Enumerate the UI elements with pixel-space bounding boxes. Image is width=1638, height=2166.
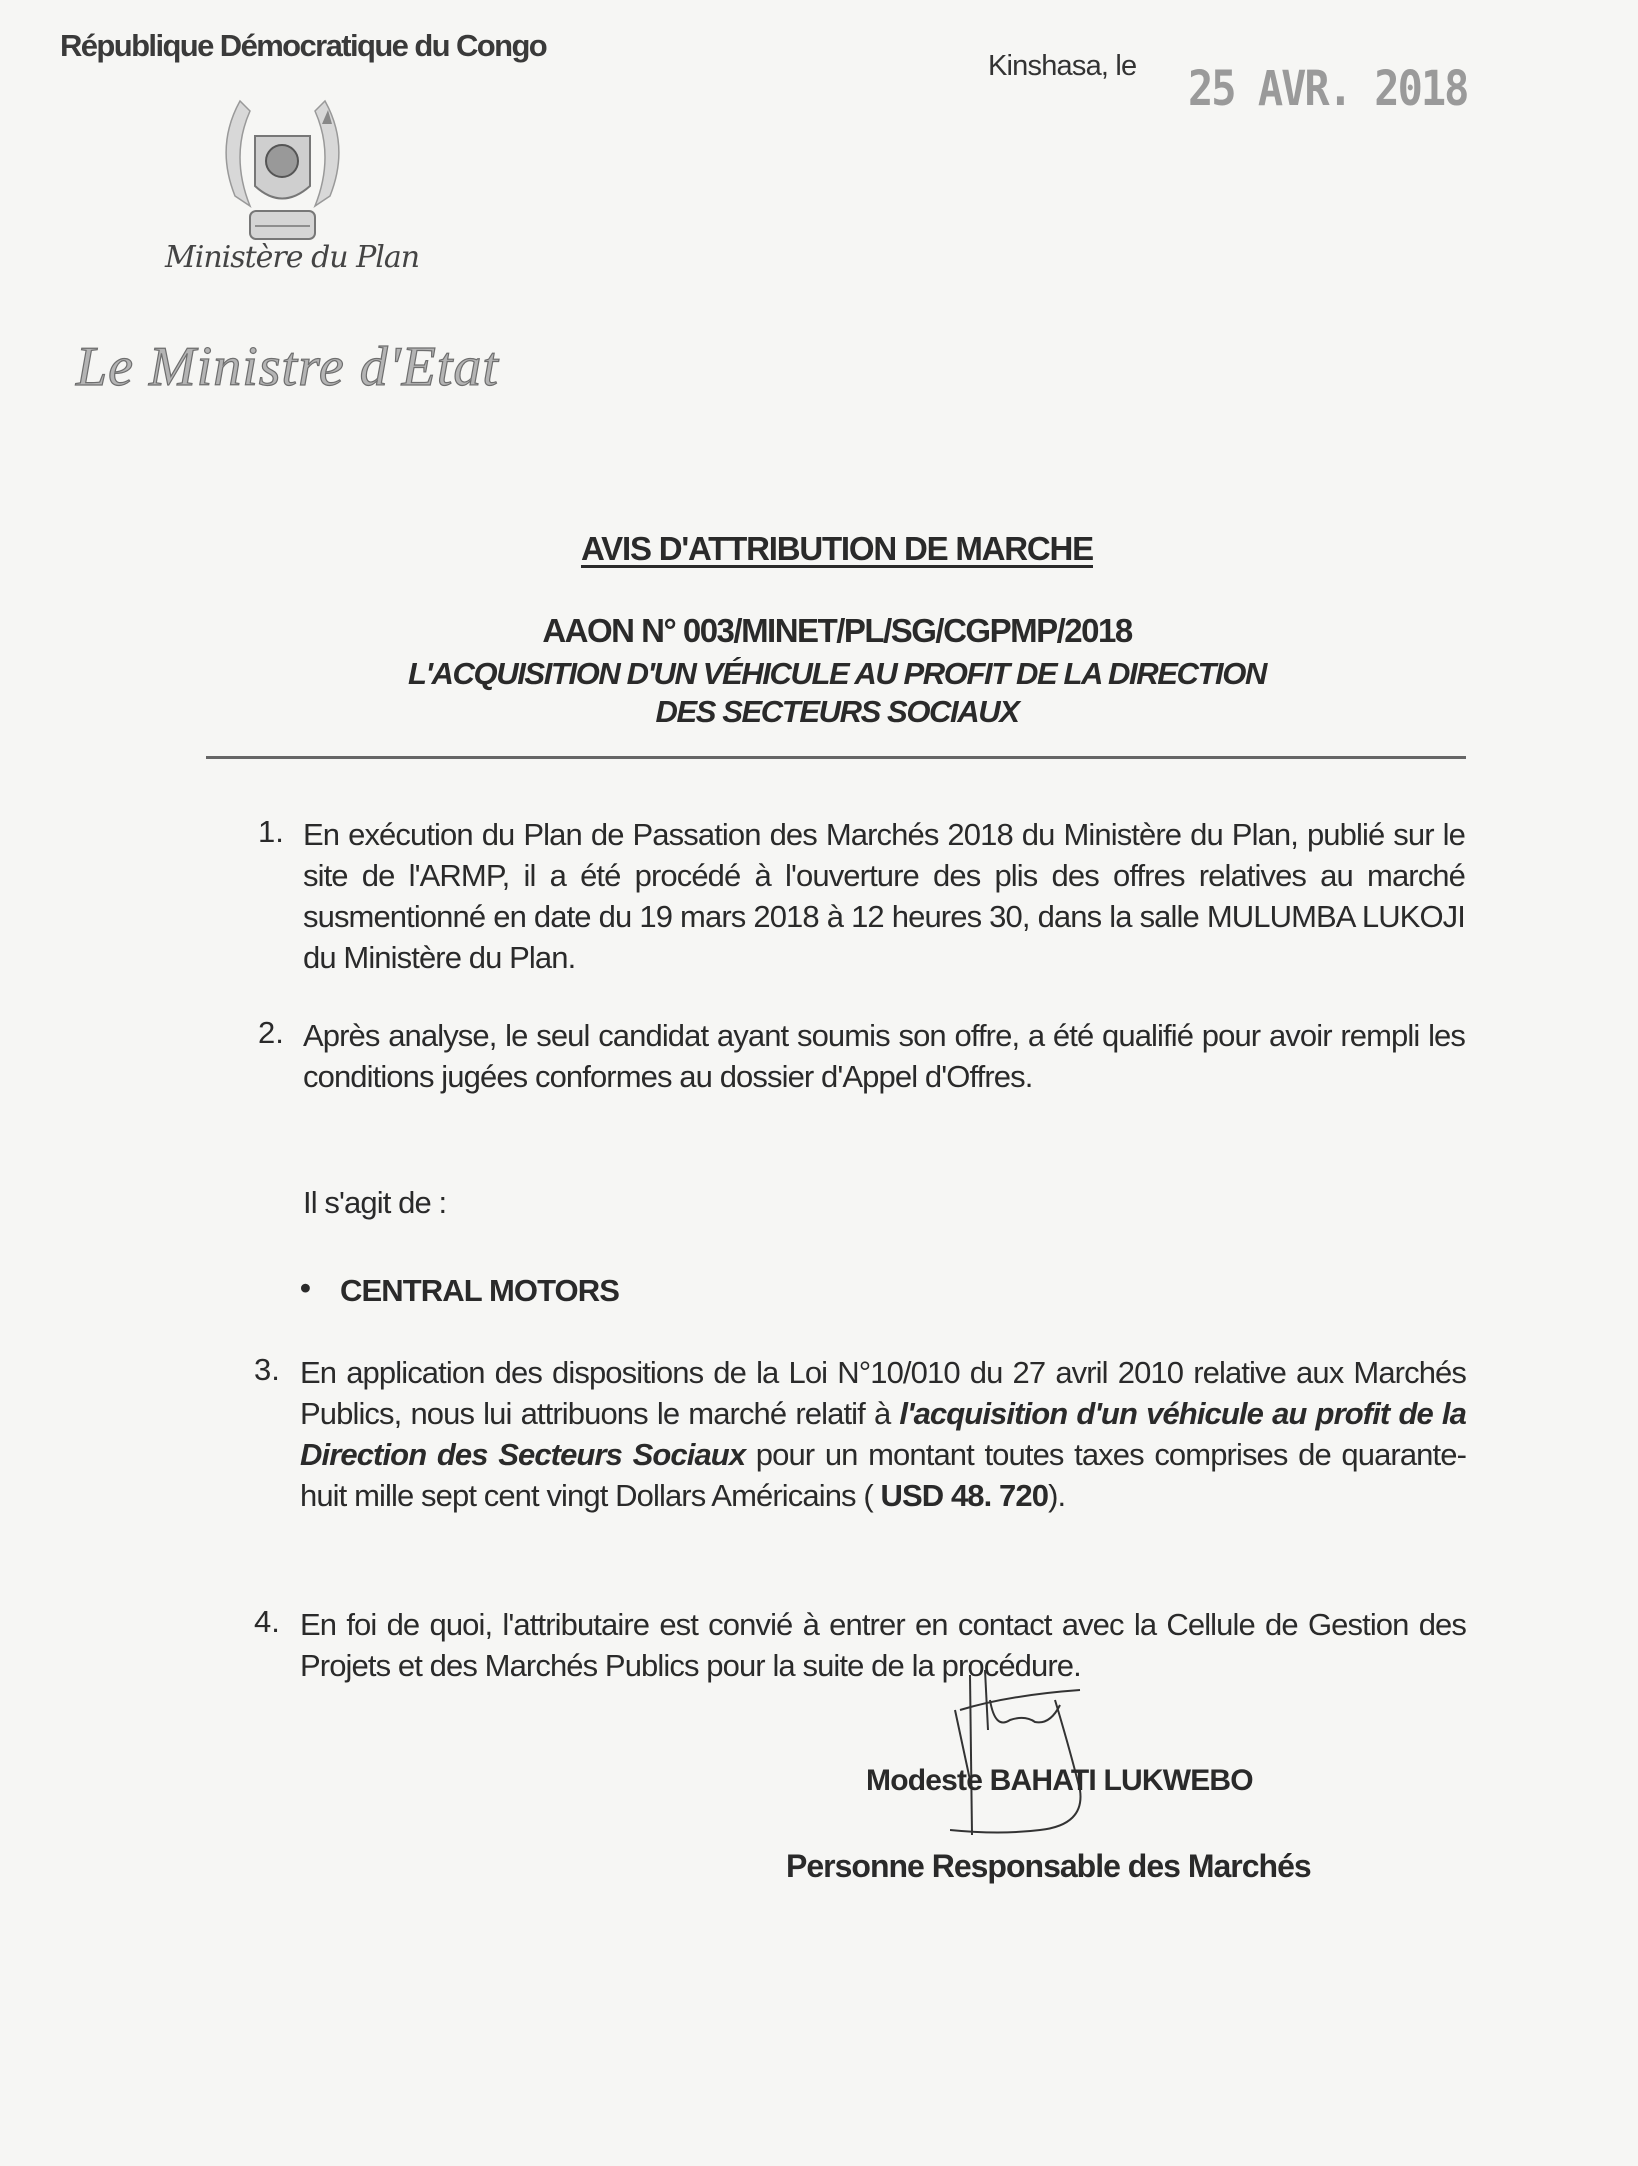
notice-reference: AAON N° 003/MINET/PL/SG/CGPMP/2018	[542, 612, 1132, 649]
intro-text: Il s'agit de :	[303, 1185, 447, 1220]
paragraph-3	[300, 1352, 1466, 1516]
notice-object-line1: L'ACQUISITION D'UN VÉHICULE AU PROFIT DE LA DIRECTION	[408, 656, 1266, 691]
office-title: Le Ministre d'Etat	[76, 336, 499, 398]
paragraph-number: 2.	[258, 1015, 284, 1050]
contract-object: l'acquisition d'un véhicule au profit de la Direction des Secteurs Sociaux	[300, 1396, 1466, 1472]
notice-title: AVIS D'ATTRIBUTION DE MARCHE	[580, 530, 1093, 567]
divider	[206, 756, 1466, 759]
paragraph-3-text: pour un montant toutes taxes comprises de quarante-huit mille sept cent vingt Dollars Américains (	[300, 1437, 1467, 1513]
notice-object	[0, 655, 1638, 731]
winner-name: CENTRAL MOTORS	[340, 1273, 620, 1308]
paragraph-4: En foi de quoi, l'attributaire est convié à entrer en contact avec la Cellule de Gestion des Projets et des Marchés Publics pour la suite de la procédure.	[300, 1607, 1466, 1683]
paragraph-2: Après analyse, le seul candidat ayant soumis son offre, a été qualifié pour avoir rempli les conditions jugées conformes au dossier d'Appel d'Offres.	[303, 1018, 1465, 1094]
place-label: Kinshasa, le	[988, 50, 1137, 82]
signatory-name: Modeste BAHATI LUKWEBO	[866, 1764, 1253, 1797]
country-header: République Démocratique du Congo	[60, 28, 547, 63]
paragraph-number: 4.	[254, 1604, 280, 1639]
signatory-role: Personne Responsable des Marchés	[786, 1848, 1311, 1884]
coat-of-arms-emblem	[210, 86, 355, 251]
paragraph-number: 1.	[258, 814, 284, 849]
paragraph-3-text: ).	[1048, 1478, 1066, 1513]
handwritten-signature	[950, 1660, 1210, 1850]
ministry-name: Ministère du Plan	[165, 240, 420, 275]
notice-object-line2: DES SECTEURS SOCIAUX	[655, 694, 1019, 729]
date-stamp: 25 AVR. 2018	[1188, 60, 1468, 117]
paragraph-1: En exécution du Plan de Passation des Marchés 2018 du Ministère du Plan, publié sur le site de l'ARMP, il a été procédé à l'ouverture des plis des offres relatives au marché susmentionné en date du 19 mars 2018 à 12 heures 30, dans la salle MULUMBA LUKOJI du Ministère du Plan.	[303, 817, 1465, 975]
paragraph-3-text: En application des dispositions de la Loi N°10/010 du 27 avril 2010 relative aux Marchés Publics, nous lui attribuons le marché relatif à	[300, 1355, 1466, 1431]
contract-amount: USD 48. 720	[880, 1478, 1049, 1513]
bullet-icon: •	[300, 1270, 311, 1305]
paragraph-number: 3.	[254, 1352, 280, 1387]
